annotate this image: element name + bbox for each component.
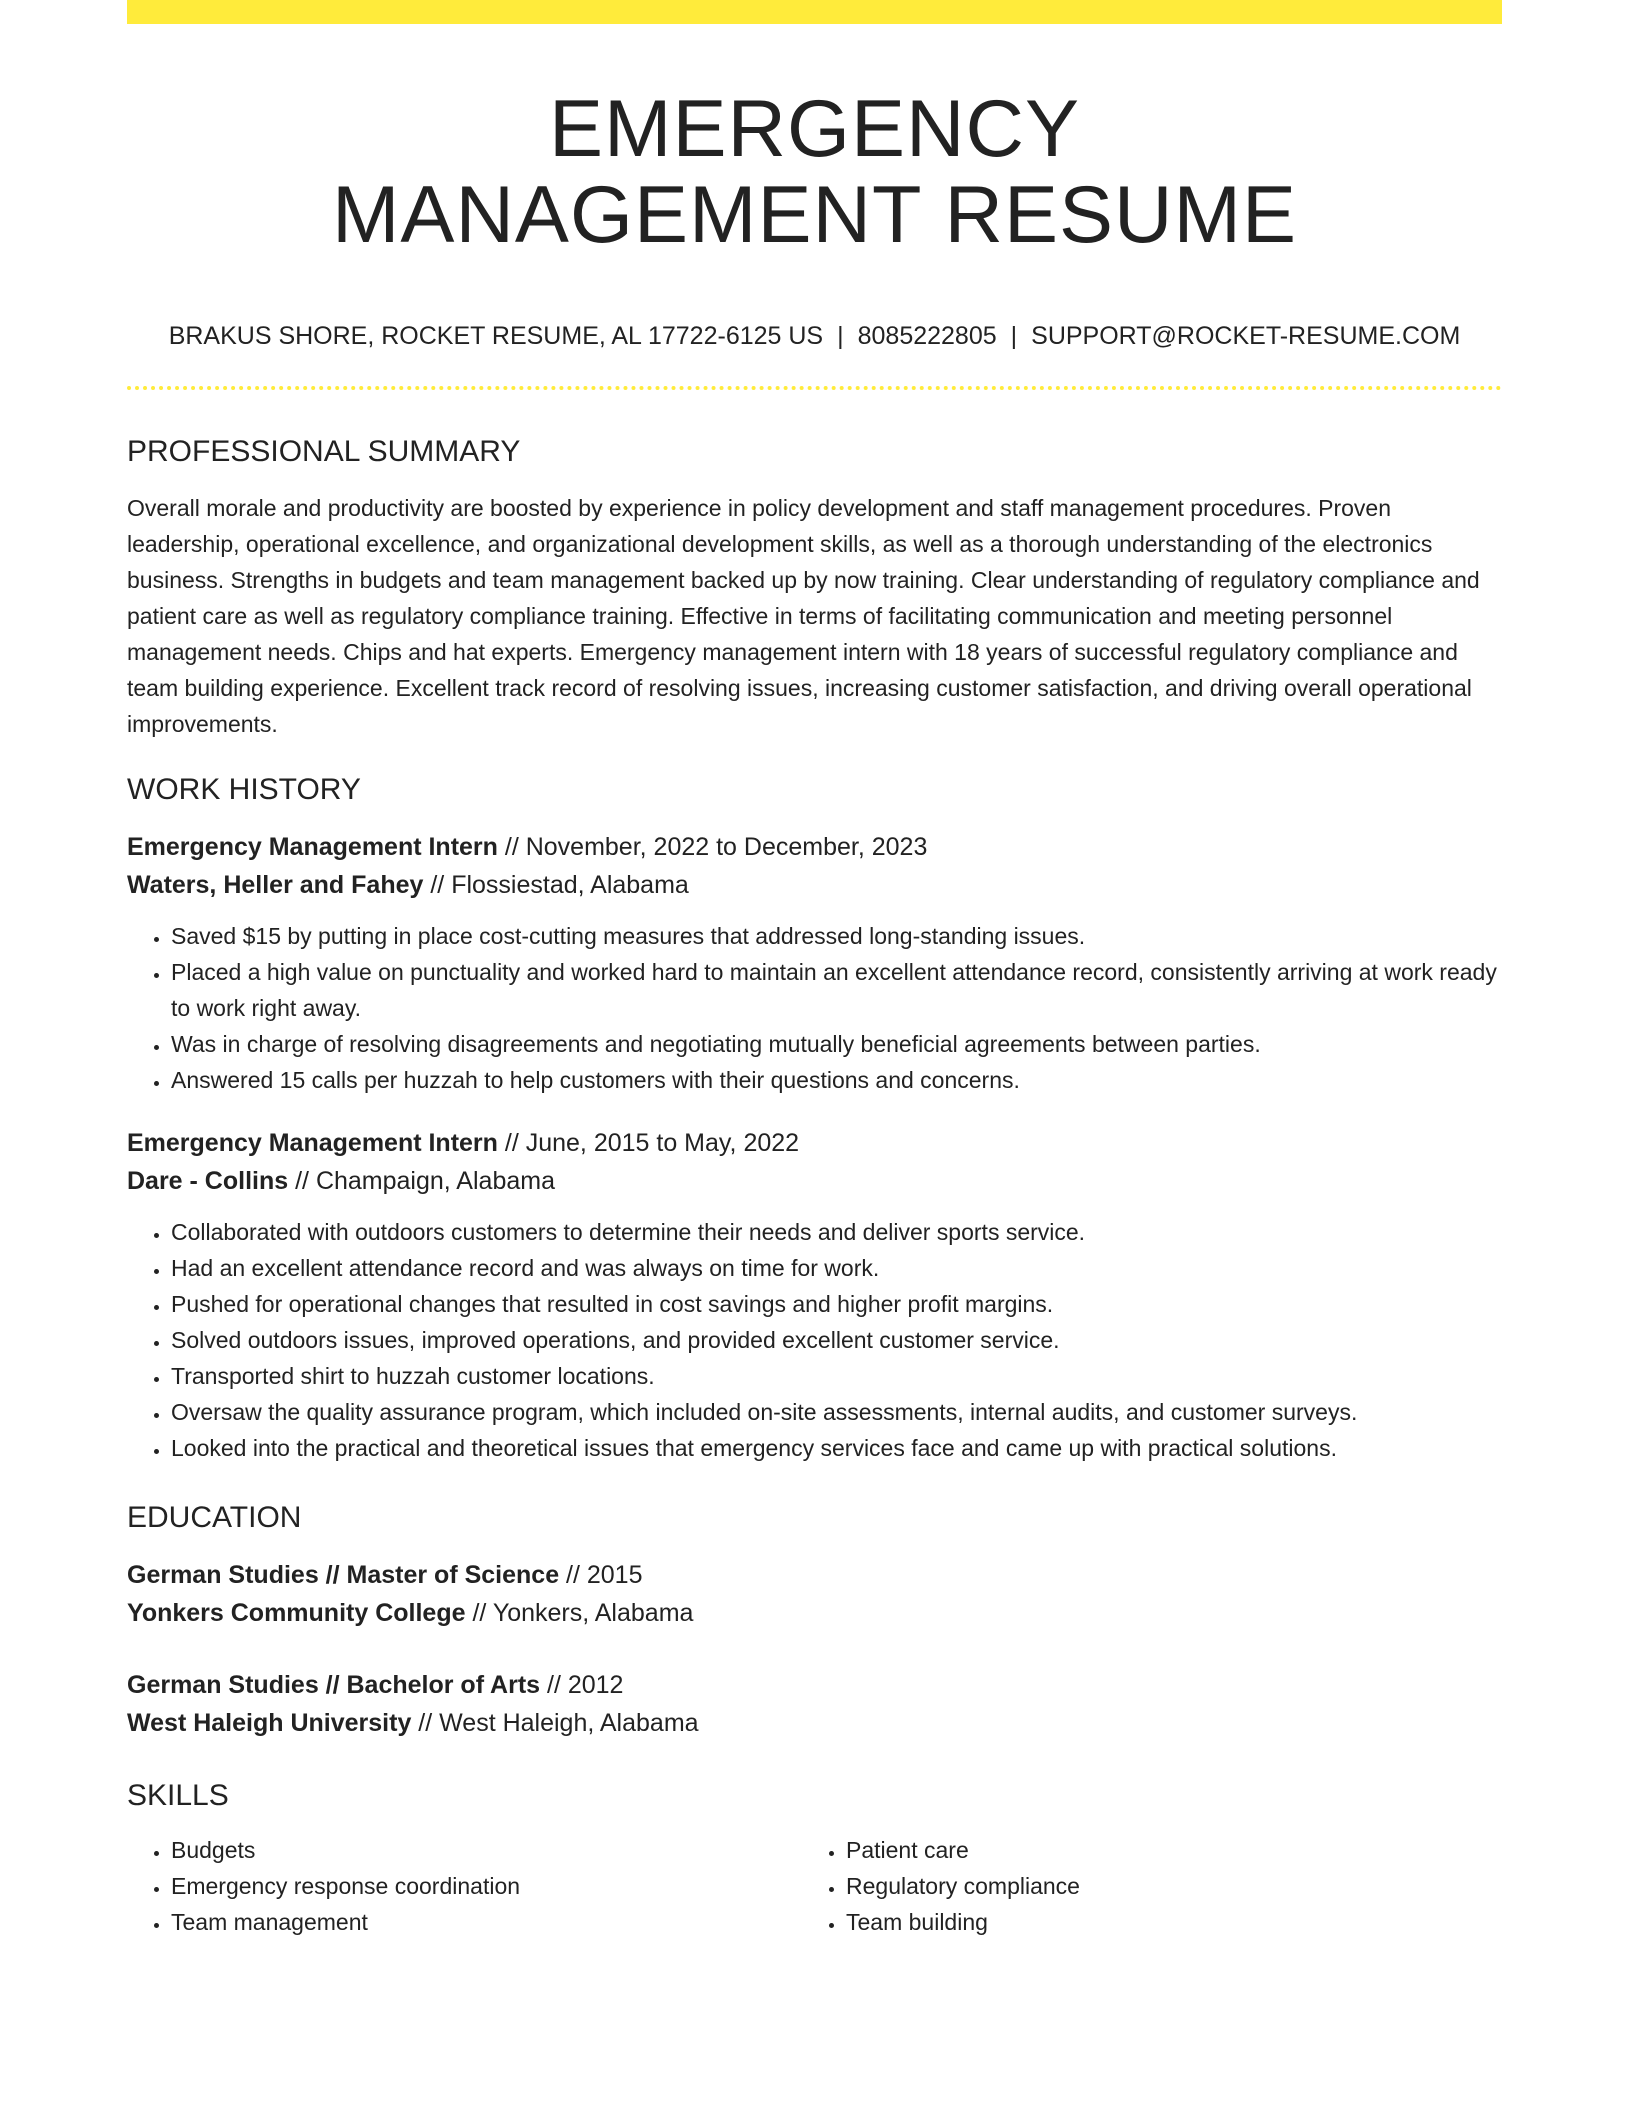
job-entry xyxy=(127,828,1502,1098)
education-location: // West Haleigh, Alabama xyxy=(411,1709,699,1737)
education-degree: German Studies // Master of Science xyxy=(127,1561,560,1589)
contact-address: BRAKUS SHORE, ROCKET RESUME, AL 17722-6125 US xyxy=(168,322,824,350)
skills-column-right xyxy=(804,1832,1479,1940)
job-bullet: • Solved outdoors issues, improved operations, and provided excellent customer service. xyxy=(171,1322,1502,1358)
resume-title xyxy=(127,86,1502,258)
skill-item: • Budgets xyxy=(171,1832,804,1868)
section-title-education: EDUCATION xyxy=(127,1501,302,1534)
job-bullet: • Had an excellent attendance record and was always on time for work. xyxy=(171,1250,1502,1286)
skill-item: • Emergency response coordination xyxy=(171,1868,804,1904)
job-company-line xyxy=(127,866,1502,904)
education-degree-line xyxy=(127,1666,1502,1704)
job-title-line xyxy=(127,1124,1502,1162)
job-company: Waters, Heller and Fahey xyxy=(127,871,424,899)
job-bullets xyxy=(127,918,1502,1098)
job-bullets xyxy=(127,1214,1502,1466)
job-location: // Champaign, Alabama xyxy=(288,1167,555,1195)
title-line-2: MANAGEMENT RESUME xyxy=(331,170,1298,260)
skill-item: • Team building xyxy=(846,1904,1479,1940)
job-bullet: • Transported shirt to huzzah customer locations. xyxy=(171,1358,1502,1394)
job-title: Emergency Management Intern xyxy=(127,1129,498,1157)
section-title-summary: PROFESSIONAL SUMMARY xyxy=(127,435,521,468)
job-title: Emergency Management Intern xyxy=(127,833,498,861)
skills-column-left xyxy=(127,1832,804,1940)
job-company-line xyxy=(127,1162,1502,1200)
job-title-line xyxy=(127,828,1502,866)
skill-item: • Team management xyxy=(171,1904,804,1940)
education-location: // Yonkers, Alabama xyxy=(465,1599,694,1627)
job-bullet: • Placed a high value on punctuality and worked hard to maintain an excellent attendance record, consistently arriving at work ready to work right away. xyxy=(171,954,1502,1026)
job-bullet: • Pushed for operational changes that resulted in cost savings and higher profit margins. xyxy=(171,1286,1502,1322)
education-entry xyxy=(127,1556,1502,1632)
education-school: West Haleigh University xyxy=(127,1709,412,1737)
job-entry xyxy=(127,1124,1502,1466)
job-company: Dare - Collins xyxy=(127,1167,289,1195)
section-title-skills: SKILLS xyxy=(127,1779,229,1812)
contact-separator: | xyxy=(837,322,844,350)
skills-grid xyxy=(127,1832,1502,1940)
job-bullet: • Saved $15 by putting in place cost-cutting measures that addressed long-standing issues. xyxy=(171,918,1502,954)
education-year: // 2015 xyxy=(559,1561,643,1589)
title-line-1: EMERGENCY xyxy=(548,84,1081,174)
contact-phone: 8085222805 xyxy=(857,322,997,350)
education-school-line xyxy=(127,1704,1502,1742)
job-dates: // June, 2015 to May, 2022 xyxy=(497,1129,800,1157)
job-dates: // November, 2022 to December, 2023 xyxy=(497,833,928,861)
contact-email: SUPPORT@ROCKET-RESUME.COM xyxy=(1031,322,1461,350)
education-year: // 2012 xyxy=(540,1671,624,1699)
education-entry xyxy=(127,1666,1502,1742)
dotted-divider xyxy=(127,386,1502,390)
contact-line xyxy=(127,320,1502,352)
job-bullet: • Collaborated with outdoors customers to determine their needs and deliver sports service. xyxy=(171,1214,1502,1250)
education-degree: German Studies // Bachelor of Arts xyxy=(127,1671,541,1699)
job-bullet: • Was in charge of resolving disagreements and negotiating mutually beneficial agreements between parties. xyxy=(171,1026,1502,1062)
accent-top-bar xyxy=(127,0,1502,24)
education-school: Yonkers Community College xyxy=(127,1599,466,1627)
skill-item: • Regulatory compliance xyxy=(846,1868,1479,1904)
education-degree-line xyxy=(127,1556,1502,1594)
section-title-work-history: WORK HISTORY xyxy=(127,773,361,806)
summary-text: Overall morale and productivity are boosted by experience in policy development and staff management procedures. Proven leadership, operational excellence, and organizational development skills, as well as a thorough understanding of the electronics business. Strengths in budgets and team management backed up by now training. Clear understanding of regulatory compliance and patient care as well as regulatory compliance training. Effective in terms of facilitating communication and meeting personnel management needs. Chips and hat experts. Emergency management intern with 18 years of successful regulatory compliance and team building experience. Excellent track record of resolving issues, increasing customer satisfaction, and driving overall operational improvements. xyxy=(127,495,1480,737)
education-school-line xyxy=(127,1594,1502,1632)
job-location: // Flossiestad, Alabama xyxy=(423,871,689,899)
skill-item: • Patient care xyxy=(846,1832,1479,1868)
contact-separator: | xyxy=(1010,322,1018,350)
job-bullet: • Looked into the practical and theoretical issues that emergency services face and came up with practical solutions. xyxy=(171,1430,1502,1466)
resume-page xyxy=(127,0,1502,1940)
job-bullet: • Oversaw the quality assurance program, which included on-site assessments, internal audits, and customer surveys. xyxy=(171,1394,1502,1430)
job-bullet: • Answered 15 calls per huzzah to help customers with their questions and concerns. xyxy=(171,1062,1502,1098)
